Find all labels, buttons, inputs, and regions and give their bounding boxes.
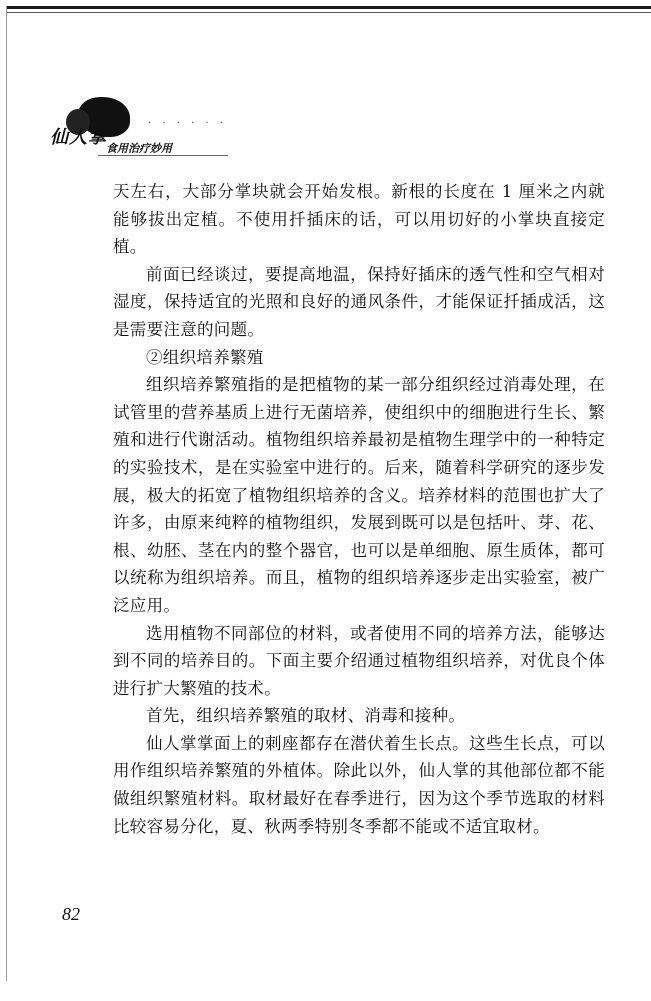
top-border-thin-rule (6, 12, 651, 13)
body-text (113, 178, 605, 840)
header-title: 仙人掌 (50, 127, 107, 148)
paragraph: 天左右，大部分掌块就会开始发根。新根的长度在 1 厘米之内就能够拔出定植。不使用扦插床的话，可以用切好的小掌块直接定植。 (113, 182, 605, 257)
header-subtitle: 食用治疗妙用 (106, 142, 172, 155)
paragraph: 首先，组织培养繁殖的取材、消毒和接种。 (146, 706, 466, 726)
top-border-rule (6, 6, 651, 9)
section-heading: ②组织培养繁殖 (146, 347, 264, 367)
paragraph: 选用植物不同部位的材料，或者使用不同的培养方法，能够达到不同的培养目的。下面主要介绍通过植物组织培养，对优良个体进行扩大繁殖的技术。 (113, 623, 605, 698)
paragraph: 组织培养繁殖指的是把植物的某一部分组织经过消毒处理，在试管里的营养基质上进行无菌培养，使组织中的细胞进行生长、繁殖和进行代谢活动。植物组织培养最初是植物生理学中的一种特定的实验技术，是在实验室中进行的。后来，随着科学研究的逐步发展，极大的拓宽了植物组织培养的含义。培养材料的范围也扩大了许多，由原来纯粹的植物组织，发展到既可以是包括叶、芽、花、根、幼胚、茎在内的整个器官，也可以是单细胞、原生质体，都可以统称为组织培养。而且，植物的组织培养逐步走出实验室，被广泛应用。 (113, 375, 605, 615)
header-dots: . . . . . . (148, 115, 227, 126)
header-underline (98, 155, 228, 156)
page-left-edge (6, 6, 7, 981)
running-header-logo (48, 95, 248, 165)
paragraph: 仙人掌掌面上的刺座都存在潜伏着生长点。这些生长点，可以用作组织培养繁殖的外植体。除此以外，仙人掌的其他部位都不能做组织繁殖材料。取材最好在春季进行，因为这个季节选取的材料比较容易分化，夏、秋两季特别冬季都不能或不适宜取材。 (113, 733, 605, 836)
paragraph: 前面已经谈过，要提高地温，保持好插床的透气性和空气相对湿度，保持适宜的光照和良好的通风条件，才能保证扦插成活，这是需要注意的问题。 (113, 264, 605, 339)
page-number: 82 (62, 904, 80, 924)
